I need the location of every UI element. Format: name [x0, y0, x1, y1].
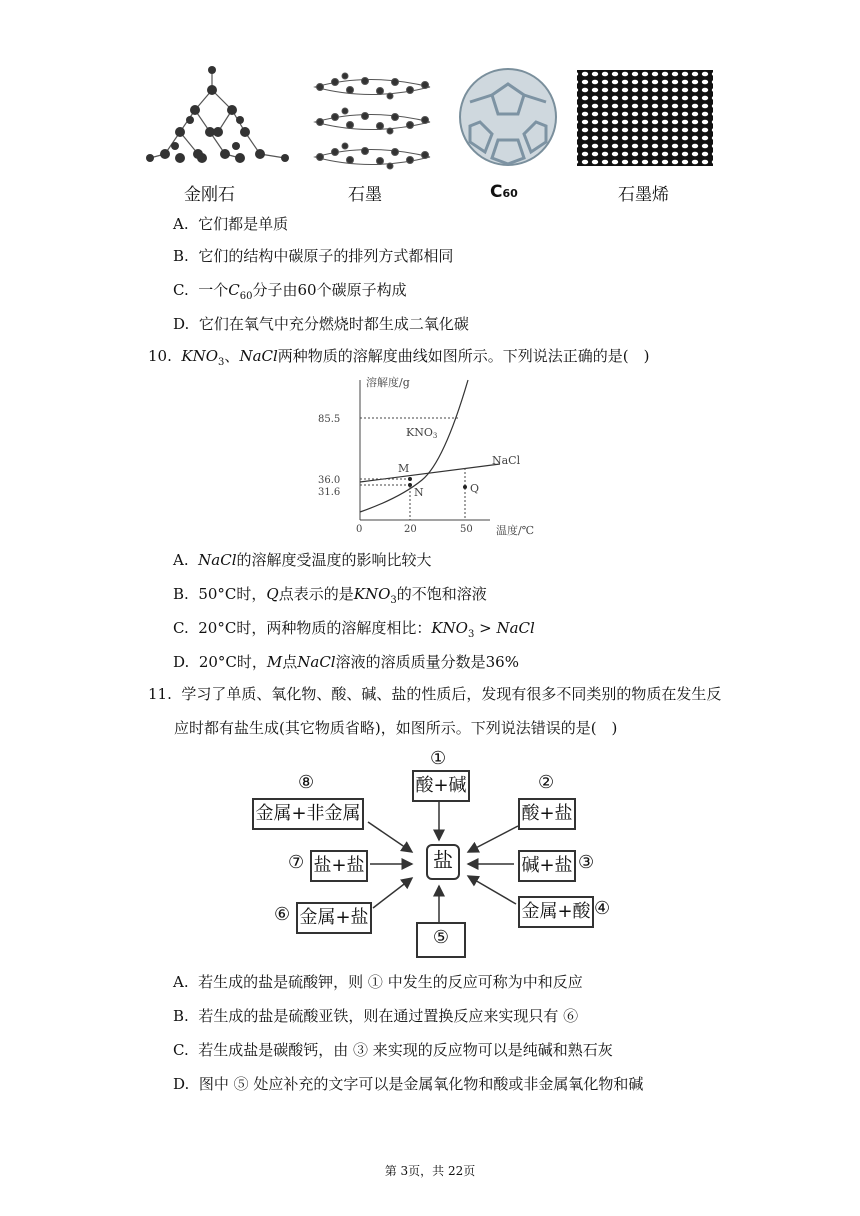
num-7: ⑦: [288, 852, 305, 873]
ytick-31-6: 31.6: [318, 487, 341, 498]
box-blank-5: [416, 922, 466, 958]
xtick-0: 0: [356, 524, 363, 535]
ytick-85-5: 85.5: [318, 414, 341, 425]
q10-option-d: D. 20°C时，M点NaCl溶液的溶质质量分数是36%: [173, 653, 519, 671]
q10-option-b: B. 50°C时，Q点表示的是$KNO_3$的不饱和溶液: [173, 585, 487, 606]
page-footer: 第 3页，共 22页: [384, 1164, 476, 1178]
point-n-label: N: [414, 486, 424, 499]
box-metal-salt: 金属+盐: [296, 902, 372, 934]
box-metal-nonmetal: 金属+非金属: [252, 798, 364, 830]
c60-structure: [460, 69, 556, 165]
kno3-series-label: KNO3: [406, 426, 438, 440]
salt-formation-diagram: [248, 748, 618, 963]
box-acid-base: 酸+碱: [412, 770, 470, 802]
c60-label: C60: [490, 182, 518, 202]
num-2: ②: [538, 772, 555, 793]
box-base-salt: 碱+盐: [518, 850, 576, 882]
xtick-20: 20: [404, 524, 417, 535]
num-4: ④: [594, 898, 611, 919]
graphene-structure: [577, 70, 713, 166]
num-6: ⑥: [274, 904, 291, 925]
carbon-allotropes-figure: [140, 62, 720, 212]
num-3: ③: [578, 852, 595, 873]
box-metal-acid: 金属+酸: [518, 896, 594, 928]
q9-option-a: A. 它们都是单质: [173, 215, 289, 233]
q11-option-d: D. 图中 ⑤ 处应补充的文字可以是金属氧化物和酸或非金属氧化物和碱: [173, 1075, 644, 1093]
q11-stem-line2: 应时都有盐生成(其它物质省略)，如图所示。下列说法错误的是( ): [174, 719, 618, 737]
nacl-series-label: NaCl: [492, 454, 521, 467]
ytick-36-0: 36.0: [318, 475, 341, 486]
solubility-chart: [310, 372, 550, 538]
xtick-50: 50: [460, 524, 473, 535]
q11-option-b: B. 若生成的盐是硫酸亚铁，则在通过置换反应来实现只有 ⑥: [173, 1007, 579, 1025]
point-q-label: Q: [470, 482, 480, 495]
num-1: ①: [430, 748, 447, 769]
diamond-atoms: [146, 66, 289, 163]
center-salt-box: 盐: [426, 844, 460, 880]
box-salt-salt: 盐+盐: [310, 850, 368, 882]
chart-ylabel: 溶解度/g: [366, 376, 410, 389]
q9-option-d: D. 它们在氧气中充分燃烧时都生成二氧化碳: [173, 315, 469, 333]
chart-xlabel: 温度/℃: [496, 524, 535, 537]
point-m-label: M: [398, 462, 410, 475]
graphene-label: 石墨烯: [618, 185, 669, 205]
q9-option-b: B. 它们的结构中碳原子的排列方式都相同: [173, 247, 454, 265]
box-acid-salt: 酸+盐: [518, 798, 576, 830]
num-8: ⑧: [298, 772, 315, 793]
q11-stem-line1: 11. 学习了单质、氧化物、酸、碱、盐的性质后，发现有很多不同类别的物质在发生反: [148, 685, 722, 703]
q9-option-c: C. 一个$C_{60}$分子由60个碳原子构成: [173, 281, 407, 302]
q10-option-c: C. 20°C时，两种物质的溶解度相比：$KNO_3$ > NaCl: [173, 619, 535, 640]
graphite-label: 石墨: [348, 185, 382, 205]
q11-option-c: C. 若生成盐是碳酸钙，由 ③ 来实现的反应物可以是纯碱和熟石灰: [173, 1041, 613, 1059]
diamond-structure: [150, 70, 285, 158]
num-5: ⑤: [432, 927, 450, 948]
diamond-label: 金刚石: [184, 185, 235, 205]
q10-option-a: A. NaCl的溶解度受温度的影响比较大: [173, 551, 432, 569]
q10-stem: 10. $KNO_3$、NaCl两种物质的溶解度曲线如图所示。下列说法正确的是( ): [148, 347, 650, 368]
q11-option-a: A. 若生成的盐是硫酸钾，则 ① 中发生的反应可称为中和反应: [173, 973, 583, 991]
graphite-structure: [315, 73, 430, 169]
